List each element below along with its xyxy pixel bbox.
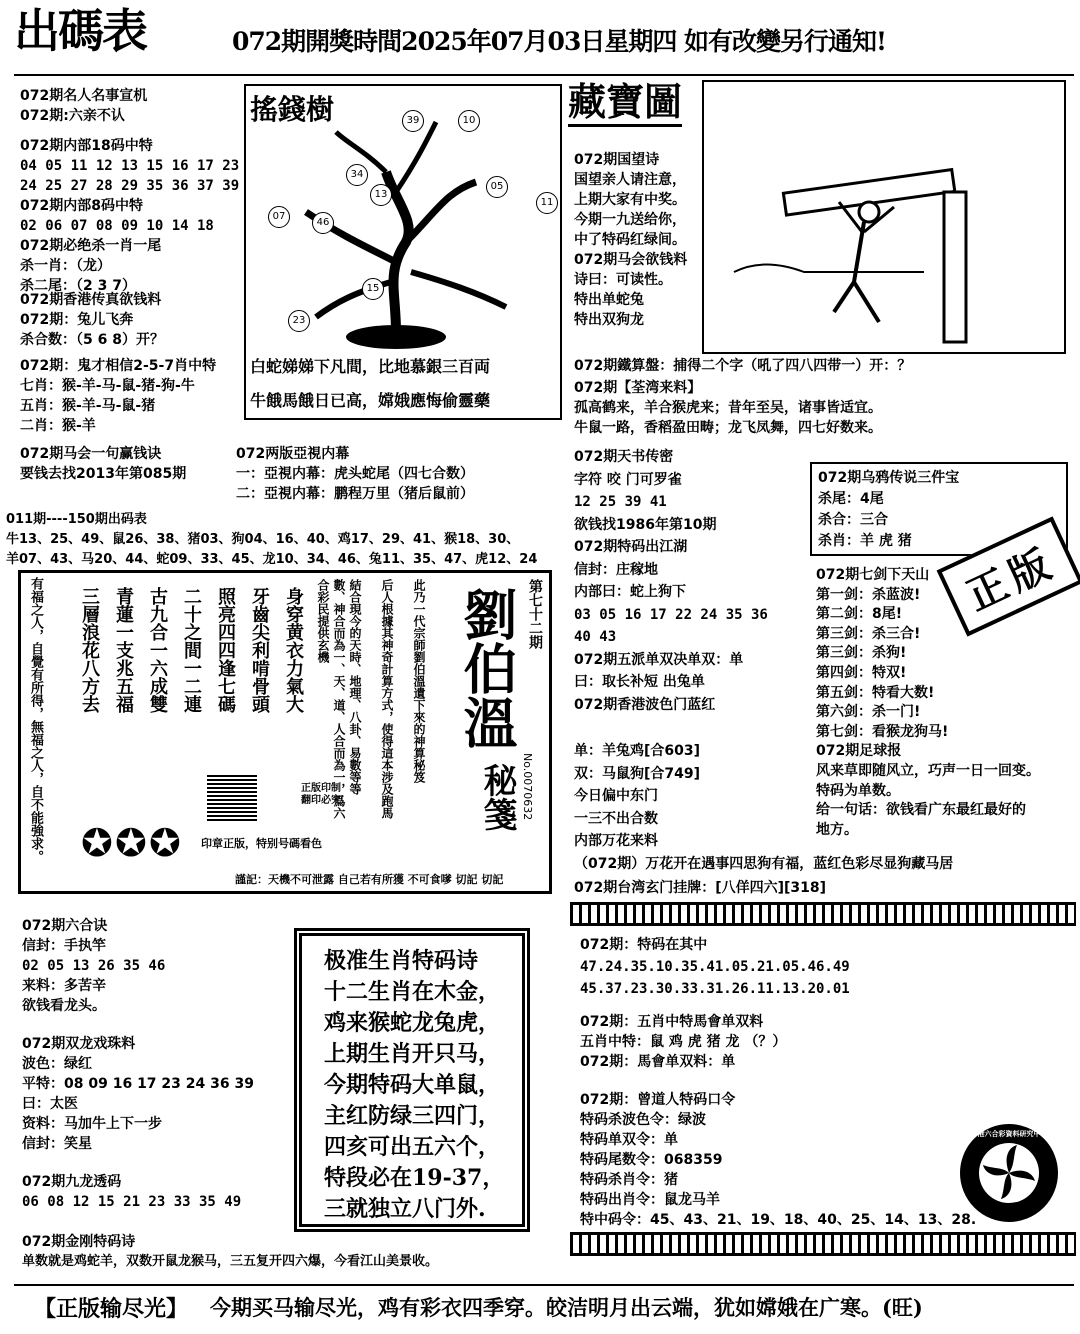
- liubowen-col: 二十之間一二連: [181, 587, 202, 713]
- logo: 出碼表: [14, 4, 146, 58]
- poem-line: 主红防绿三四门，: [324, 1103, 501, 1129]
- liubowen-col: 牙齒尖利啃骨頭: [249, 587, 270, 713]
- text-line: 杀二尾：（2 3 7）: [20, 278, 136, 294]
- liubowen-barcode-image: [207, 773, 257, 821]
- seal-note: 印章正版，特别号碼看色: [201, 837, 322, 850]
- liubowen-intro: 后人根據其神奇計算方式，使得這本涉及跑馬: [380, 579, 394, 819]
- text-line: 五肖中特：鼠 鸡 虎 猪 龙 （？）: [580, 1034, 787, 1050]
- text-line: 072期香港波色门蓝红: [574, 696, 716, 713]
- tianshu-block: [574, 446, 768, 716]
- poem-box: [294, 928, 530, 1232]
- tree-number: 15: [362, 278, 384, 300]
- text-line: 072期：曾道人特码口令: [580, 1092, 736, 1108]
- text-line: 杀合：三合: [818, 512, 888, 528]
- text-line: 波色：绿红: [22, 1056, 92, 1072]
- footer-text: 今期买马输尽光，鸡有彩衣四季穿。皎洁明月出云端，犹如嫦娥在广寒。(旺): [210, 1295, 923, 1320]
- poem-line: 今期特码大单鼠，: [324, 1072, 501, 1098]
- text-line: 给一句话：欲钱看广东最红最好的: [816, 802, 1026, 819]
- text-line: 特码单双令：单: [580, 1132, 678, 1148]
- number-line: 47.24.35.10.35.41.05.21.05.46.49: [580, 959, 850, 975]
- tree-number: 10: [458, 110, 480, 132]
- hk-block: [20, 290, 164, 350]
- poem-line: 上期生肖开只马，: [324, 1041, 501, 1067]
- text-line: 杀尾：4尾: [818, 491, 884, 507]
- famous-answer: 072期:六亲不认: [20, 108, 125, 124]
- quanwan-block: [574, 378, 882, 438]
- guowang-block: [574, 150, 687, 330]
- text-line: 072期特码出江湖: [574, 539, 688, 555]
- text-line: 072期：兔儿飞奔: [20, 312, 134, 328]
- liubowen-box: [18, 570, 552, 894]
- sword-block: [816, 566, 1040, 840]
- text-line: 一三不出合数: [574, 810, 658, 827]
- number-line: 02 06 07 08 09 10 14 18: [20, 218, 214, 234]
- text-line: 内部曰：蛇上狗下: [574, 584, 686, 600]
- daoren-block: [580, 1090, 976, 1230]
- tree-number: 23: [288, 310, 310, 332]
- liubowen-col: 身穿黄衣力氣大: [283, 587, 304, 713]
- text-line: 风来草即随风立，巧声一日一回变。: [816, 762, 1040, 779]
- text-line: 072期五派单双决单双：单: [574, 651, 744, 668]
- text-line: 第六剑：杀一门!: [816, 704, 921, 721]
- code-table-row: 牛13、25、49、鼠26、38、猪03、狗04、16、40、鸡17、29、41、猴18、30、: [6, 532, 520, 547]
- text-line: 七肖：猴-羊-马-鼠-猪-狗-牛: [20, 378, 195, 394]
- tree-number: 46: [312, 212, 334, 234]
- text-line: 072期六合诀: [22, 918, 108, 934]
- liubowen-secret: 秘箋: [477, 763, 517, 831]
- code-table-row: 羊07、43、马20、44、蛇09、33、45、龙10、34、46、兔11、35、47、虎12、24: [6, 552, 538, 567]
- money-tree-box: [244, 84, 562, 420]
- text-line: 欲钱找1986年第10期: [574, 516, 717, 533]
- wuxiao-block: [580, 1012, 786, 1072]
- famous-block: [20, 86, 147, 126]
- liubowen-issue: 第七十二期: [527, 579, 543, 649]
- danshuang-block: [574, 740, 700, 853]
- text-line: 中了特码红绿间。: [574, 232, 686, 248]
- text-line: 二肖：猴-羊: [20, 418, 96, 434]
- bauhinia-emblem-icon: [960, 1124, 1058, 1222]
- number-line: 04 05 11 12 13 15 16 17 23: [20, 158, 240, 174]
- taiwan-line: 072期台湾玄门挂牌：[八佯四六][318]: [574, 880, 827, 896]
- text-line: 072期必绝杀一肖一尾: [20, 238, 162, 254]
- text-line: 072期金刚特码诗: [22, 1234, 136, 1250]
- text-line: 第五剑：特看大数!: [816, 684, 935, 701]
- text-line: 单数就是鸡蛇羊，双数开鼠龙猴马，三五复开四六爆，今看江山美景收。: [22, 1254, 439, 1269]
- nine-dragon-block: [22, 1172, 241, 1212]
- text-line: 特出双狗龙: [574, 312, 644, 328]
- text-line: 特码杀肖令：猪: [580, 1172, 678, 1188]
- poem-line: 三就独立八门外.: [324, 1196, 486, 1222]
- text-line: 一：亞視内幕：虎头蛇尾（四七合数）: [236, 466, 474, 482]
- footer-tag: 【正版输尽光】: [34, 1297, 189, 1322]
- tema-block: [580, 934, 850, 1000]
- text-line: 第三剑：杀狗!: [816, 645, 907, 662]
- poem-line: 四亥可出五六个，: [324, 1134, 501, 1160]
- mahui-block: [20, 444, 186, 484]
- poem-line: 鸡来猴蛇龙兔虎，: [324, 1010, 501, 1036]
- text-line: 今日偏中东门: [574, 788, 658, 804]
- text-line: 杀肖：羊 虎 猪: [818, 533, 912, 549]
- text-line: 第三剑：杀三合!: [816, 625, 921, 642]
- text-line: 特码尾数令：068359: [580, 1152, 723, 1168]
- emblem-ring-text: 香港六合彩資料研究中心: [970, 1130, 1048, 1138]
- text-line: 字符 咬 门可罗雀: [574, 471, 682, 488]
- liubowen-col: 三層浪花八方去: [79, 587, 100, 713]
- text-line: 特码杀波色令：绿波: [580, 1112, 706, 1128]
- liubowen-side-text: 有福之人，自覺有所得，無福之人，自不能強求。: [28, 577, 43, 863]
- number-line: 03 05 16 17 22 24 35 36: [574, 606, 768, 623]
- text-line: 牛鼠一路，香稻盈田畴；龙飞凤舞，四七好数来。: [574, 420, 882, 436]
- number-line: 12 25 39 41: [574, 494, 667, 510]
- liubowen-small-note: 正版印制 翻印必究: [301, 783, 341, 806]
- text-line: 内部万花来料: [574, 833, 658, 849]
- two-version-block: [236, 444, 474, 504]
- text-line: 072期内部8码中特: [20, 198, 143, 214]
- text-line: 072两版亞視内幕: [236, 446, 350, 462]
- wave-divider-top: [570, 902, 1076, 926]
- number-line: 06 08 12 15 21 23 33 35 49: [22, 1194, 242, 1210]
- text-line: 072期足球报: [816, 743, 902, 760]
- crow-lines: [818, 468, 959, 552]
- liubowen-footer: 謹記：天機不可泄露 自己若有所獲 不可食嗲 切記 切記: [235, 873, 504, 886]
- star-seal-icon: ✪: [149, 821, 181, 865]
- poem-line: 极准生肖特码诗: [324, 948, 479, 974]
- text-line: 单：羊兔鸡[合603]: [574, 743, 701, 759]
- number-line: 40 43: [574, 629, 617, 645]
- tree-caption-1: 白蛇娣娣下凡間，比地慕銀三百両: [250, 357, 491, 376]
- poem-line: 十二生肖在木金，: [324, 979, 501, 1005]
- text-line: 国望亲人请注意，: [574, 172, 686, 188]
- text-line: 072期：鬼才相信2-5-7肖中特: [20, 358, 217, 374]
- authentic-stamp: 正版: [937, 516, 1080, 636]
- text-line: 要钱去找2013年第085期: [20, 466, 187, 482]
- text-line: 来料：多苦辛: [22, 978, 106, 994]
- code-table-title: 011期----150期出码表: [6, 512, 147, 527]
- man-carrying-log-illustration: [704, 82, 1064, 352]
- text-line: 072期内部18码中特: [20, 138, 153, 154]
- text-line: 杀一肖：（龙）: [20, 258, 111, 274]
- text-line: 地方。: [816, 821, 858, 838]
- liubowen-intro: 此乃一代宗師劉伯溫遺下來的神算秘笈: [412, 579, 426, 783]
- text-line: 信封：手执竿: [22, 938, 106, 954]
- text-line: 第四剑：特双!: [816, 664, 907, 681]
- text-line: 资料：马加牛上下一步: [22, 1116, 162, 1132]
- text-line: 欲钱看龙头。: [22, 998, 106, 1014]
- text-line: 今期一九送给你，: [574, 212, 686, 228]
- liubowen-serial: No.0070632: [521, 753, 534, 821]
- text-line: 072期乌鸦传说三件宝: [818, 470, 960, 486]
- header-rule: [14, 74, 1074, 76]
- text-line: 072期马会欲钱料: [574, 252, 688, 268]
- text-line: 特码出肖令：鼠龙马羊: [580, 1192, 720, 1208]
- text-line: 诗曰：可读性。: [574, 272, 672, 288]
- money-tree-title: 搖錢樹: [250, 93, 335, 126]
- tree-number: 05: [486, 176, 508, 198]
- tree-number: 39: [402, 110, 424, 132]
- jingang-block: [22, 1232, 438, 1272]
- tree-number: 07: [268, 206, 290, 228]
- text-line: 第七剑：看猴龙狗马!: [816, 723, 949, 740]
- text-line: 曰：取长补短 出兔单: [574, 674, 705, 690]
- text-line: 第一剑：杀蓝波!: [816, 586, 921, 603]
- text-line: 二：亞視内幕：鹏程万里（猪后鼠前）: [236, 486, 474, 502]
- dragon-block: [22, 1034, 254, 1154]
- text-line: 特中码令：45、43、21、19、18、40、25、14、13、28.: [580, 1212, 977, 1228]
- text-line: 第二剑：8尾!: [816, 606, 903, 623]
- poem-lines: [324, 946, 504, 1225]
- liubowen-intro: 結合現今的天時、地理、八卦、易數等等: [348, 579, 362, 795]
- text-line: 072期：特码在其中: [580, 937, 708, 953]
- inner18-block: [20, 136, 239, 296]
- text-line: 072期天书传密: [574, 449, 674, 465]
- number-line: 45.37.23.30.33.31.26.11.13.20.01: [580, 981, 850, 997]
- liubowen-title: 劉伯溫: [455, 587, 519, 749]
- text-line: 072期马会一句赢钱诀: [20, 446, 162, 462]
- text-line: 杀合数：（5 6 8）开？: [20, 332, 164, 348]
- star-seal-icon: ✪: [115, 821, 147, 865]
- tree-number: 13: [370, 184, 392, 206]
- star-seal-icon: ✪: [81, 821, 113, 865]
- text-line: 曰：太医: [22, 1096, 78, 1112]
- text-line: 072期九龙透码: [22, 1174, 122, 1190]
- tiesuan-line: 072期鐵算盤：捕得二个字（吼了四八四带一）开：？: [574, 358, 912, 374]
- poem-line: 特段必在19-37，: [324, 1165, 505, 1191]
- treasure-title: 藏寶圖: [568, 80, 682, 127]
- liubowen-col: 青蓮一支兆五福: [113, 587, 134, 713]
- treasure-illustration-box: [702, 80, 1066, 354]
- draw-notice: 072期開獎時間2025年07月03日星期四 如有改變另行通知!: [232, 27, 887, 56]
- number-line: 02 05 13 26 35 46: [22, 958, 166, 974]
- text-line: 上期大家有中奖。: [574, 192, 686, 208]
- text-line: 信封：庄稼地: [574, 561, 658, 578]
- text-line: 072期国望诗: [574, 152, 660, 168]
- liubowen-intro: 數、神合而為一、天、道、人合而為一，爲六合彩民提供玄機: [316, 579, 346, 819]
- text-line: 五肖：猴-羊-马-鼠-猪: [20, 398, 156, 414]
- liubowen-col: 古九合一六成雙: [147, 587, 168, 713]
- footer-rule: [14, 1284, 1074, 1286]
- liuhe-block: [22, 916, 165, 1016]
- text-line: 072期：五肖中特馬會单双料: [580, 1014, 764, 1030]
- famous-title: 072期名人名事宣机: [20, 88, 148, 104]
- liubowen-col: 照亮四四逢七碼: [215, 587, 236, 713]
- ghost-block: [20, 356, 216, 436]
- text-line: 072期七剑下天山: [816, 567, 930, 583]
- number-line: 24 25 27 28 29 35 36 37 39: [20, 178, 240, 194]
- tree-number: 34: [346, 164, 368, 186]
- text-line: 072期【荃湾来料】: [574, 380, 702, 396]
- tree-caption-2: 牛餓馬餓日已高，嫦娥應悔偷靈藥: [250, 391, 491, 410]
- text-line: 特出单蛇兔: [574, 292, 644, 308]
- code-table: [6, 510, 537, 570]
- text-line: 孤高鹤来，羊合猴虎来；昔年至吴，诸事皆适宜。: [574, 400, 882, 416]
- text-line: 信封：笑星: [22, 1136, 92, 1152]
- text-line: 072期：馬會单双料：单: [580, 1054, 736, 1070]
- number-line: 平特：08 09 16 17 23 24 36 39: [22, 1076, 254, 1092]
- wanhua-line: （072期）万花开在遇事四思狗有福，蓝红色彩尽显狗藏马居: [574, 856, 954, 872]
- text-line: 特码为单数。: [816, 782, 900, 799]
- wave-divider-bottom: [570, 1232, 1076, 1256]
- text-line: 072期双龙戏珠料: [22, 1036, 136, 1052]
- text-line: 072期香港传真欲钱料: [20, 292, 162, 308]
- text-line: 双：马鼠狗[合749]: [574, 765, 701, 782]
- tree-number: 11: [536, 192, 558, 214]
